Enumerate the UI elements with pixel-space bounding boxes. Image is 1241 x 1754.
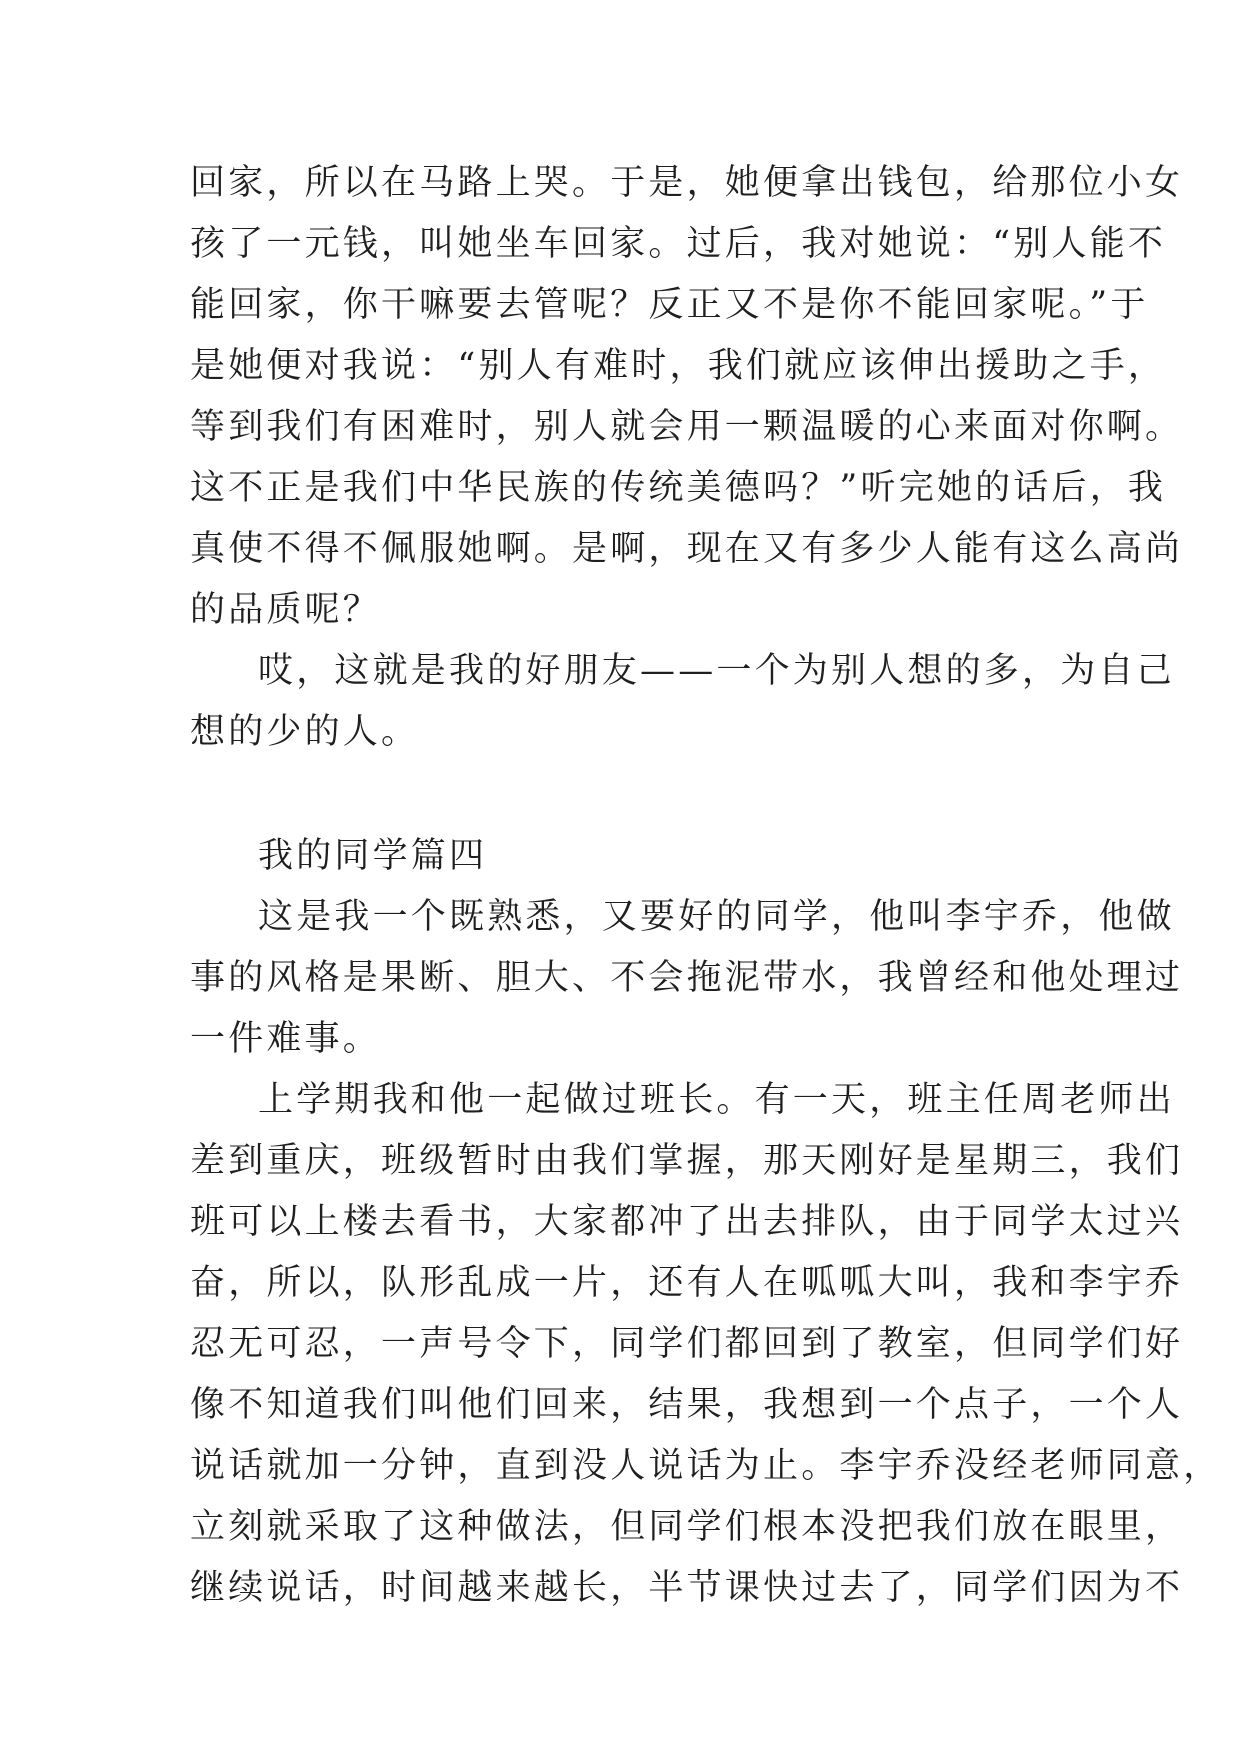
paragraph-4-line-7: 说话就加一分钟，直到没人说话为止。李宇乔没经老师同意， [190,1446,1222,1486]
paragraph-1-line-8: 的品质呢？ [190,590,382,630]
paragraph-1-line-1: 回家，所以在马路上哭。于是，她便拿出钱包，给那位小女 [190,163,1184,203]
paragraph-1-line-2: 孩了一元钱，叫她坐车回家。过后，我对她说：“别人能不 [190,224,1167,264]
paragraph-1-line-4: 是她便对我说：“别人有难时，我们就应该伸出援助之手， [190,346,1167,386]
paragraph-2-line-1: 哎，这就是我的好朋友——一个为别人想的多，为自己 [258,651,1175,691]
paragraph-1-line-3: 能回家，你干嘛要去管呢？反正又不是你不能回家呢。”于 [190,285,1149,325]
paragraph-1-line-6: 这不正是我们中华民族的传统美德吗？”听完她的话后，我 [190,468,1167,508]
paragraph-3-line-1: 这是我一个既熟悉，又要好的同学，他叫李宇乔，他做 [258,897,1175,937]
section-title: 我的同学篇四 [258,836,488,876]
paragraph-4-line-4: 奋，所以，队形乱成一片，还有人在呱呱大叫，我和李宇乔 [190,1263,1184,1303]
paragraph-4-line-1: 上学期我和他一起做过班长。有一天，班主任周老师出 [258,1080,1175,1120]
paragraph-4-line-5: 忍无可忍，一声号令下，同学们都回到了教室，但同学们好 [190,1324,1184,1364]
paragraph-1-line-5: 等到我们有困难时，别人就会用一颗温暖的心来面对你啊。 [190,407,1184,447]
paragraph-2-line-2: 想的少的人。 [190,712,420,752]
paragraph-3-line-3: 一件难事。 [190,1019,382,1059]
paragraph-1-line-7: 真使不得不佩服她啊。是啊，现在又有多少人能有这么高尚 [190,529,1184,569]
paragraph-4-line-6: 像不知道我们叫他们回来，结果，我想到一个点子，一个人 [190,1385,1184,1425]
paragraph-4-line-9: 继续说话，时间越来越长，半节课快过去了，同学们因为不 [190,1568,1184,1608]
paragraph-4-line-2: 差到重庆，班级暂时由我们掌握，那天刚好是星期三，我们 [190,1141,1184,1181]
paragraph-4-line-8: 立刻就采取了这种做法，但同学们根本没把我们放在眼里， [190,1507,1184,1547]
paragraph-4-line-3: 班可以上楼去看书，大家都冲了出去排队，由于同学太过兴 [190,1202,1184,1242]
paragraph-3-line-2: 事的风格是果断、胆大、不会拖泥带水，我曾经和他处理过 [190,958,1184,998]
